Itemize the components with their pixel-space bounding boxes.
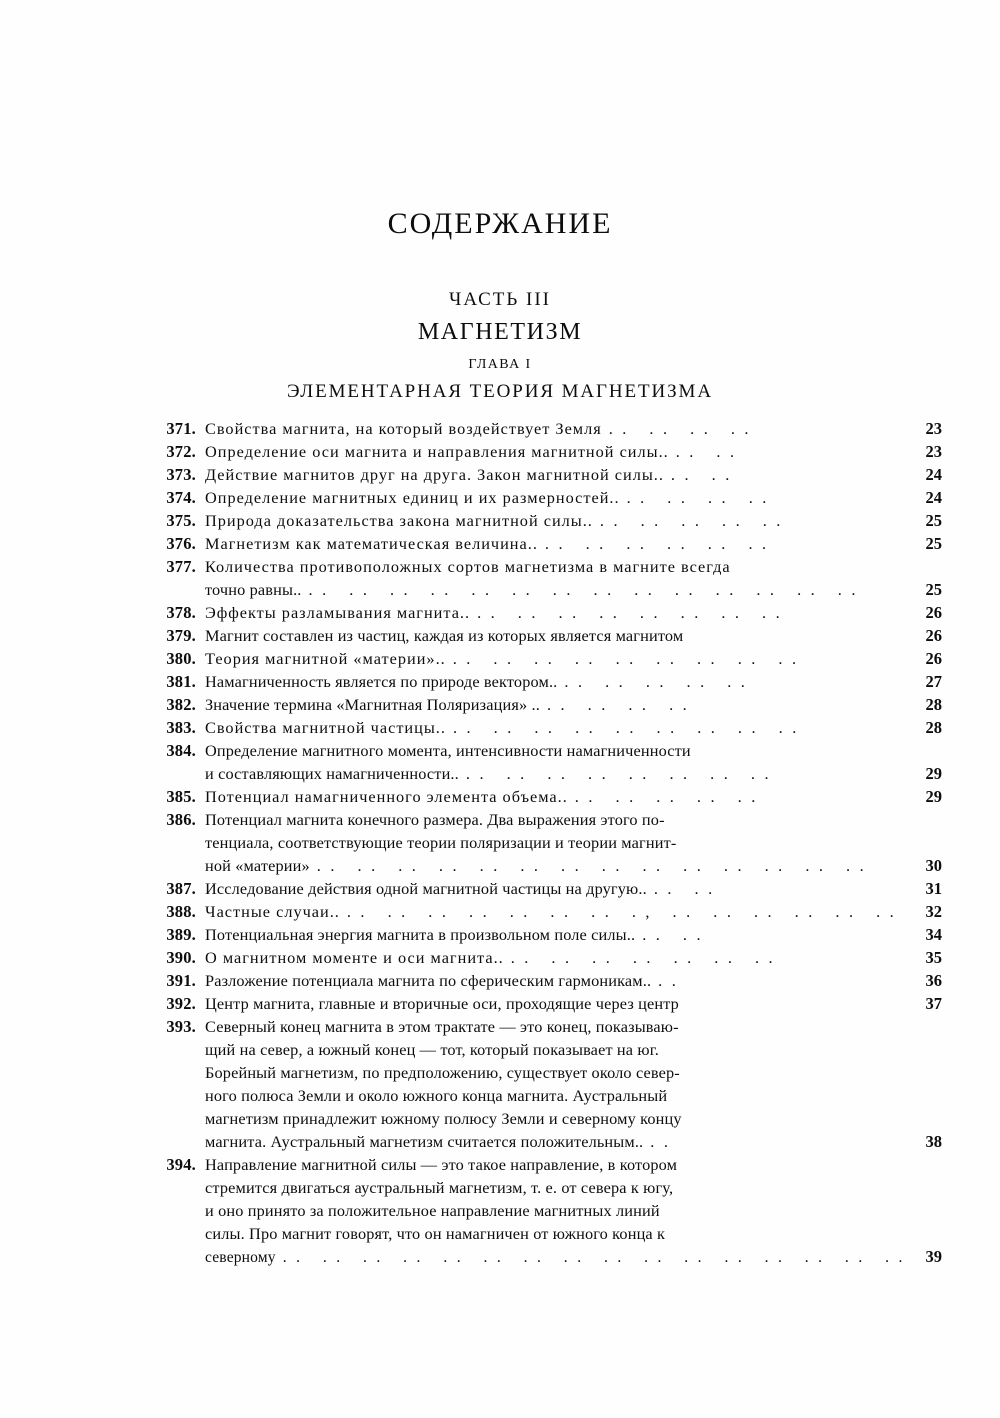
- toc-entry-line: [205, 831, 892, 854]
- toc-entry-number: 379.: [166, 626, 196, 645]
- toc-page-number: 36: [925, 971, 942, 990]
- toc-page-number: 26: [925, 649, 942, 668]
- toc-entry[interactable]: [150, 509, 942, 532]
- toc-entry-text: Эффекты разламывания магнита..: [205, 603, 471, 622]
- dot-leader: .. .. .. .. .. .. .. .. .. .. .. .. .. ..: [316, 856, 874, 875]
- toc-entry-number: 377.: [166, 557, 196, 576]
- toc-entry-line: [205, 1015, 892, 1038]
- toc-entry[interactable]: [150, 532, 942, 555]
- toc-entry[interactable]: [150, 601, 942, 624]
- toc-entry-text: Намагниченность является по природе вектором..: [205, 672, 558, 691]
- toc-entry-body: [205, 463, 942, 486]
- toc-entry-number: 375.: [166, 511, 196, 530]
- toc-entry-body: [205, 992, 942, 1015]
- toc-entry-line: [205, 532, 942, 555]
- toc-entry-text: ной «материи»: [205, 856, 310, 875]
- toc-entry-text: магнетизм принадлежит южному полюсу Земли и северному концу: [205, 1109, 682, 1128]
- toc-entry-line: [205, 601, 942, 624]
- toc-entry-number: 371.: [166, 419, 196, 438]
- toc-entry-text: Теория магнитной «материи»..: [205, 649, 446, 668]
- dot-leader: ..: [650, 1132, 678, 1151]
- dot-leader: .. .. .. .. .. .. .. .. .. .. .. .. .. ..: [308, 580, 865, 599]
- toc-entry-text: О магнитном моменте и оси магнита..: [205, 948, 504, 967]
- toc-page-number: 25: [925, 580, 942, 599]
- toc-entry-line: [205, 900, 942, 923]
- toc-entry-number: 378.: [166, 603, 196, 622]
- toc-page-number: 24: [925, 488, 942, 507]
- toc-entry-body: [205, 1153, 942, 1268]
- toc-page-number: 31: [925, 879, 942, 898]
- dot-leader: .. .. .. .. .. .. .. ..: [465, 764, 779, 783]
- toc-entry-line: [205, 923, 942, 946]
- dot-leader: ..: [658, 971, 686, 990]
- dot-leader: .. .. .. .. .. .. .. .. .. .. .. .. .. .. .. ..: [282, 1249, 912, 1266]
- toc-page-number: 29: [925, 787, 942, 806]
- toc-entry-body: [205, 440, 942, 463]
- toc-page-number: 24: [925, 465, 942, 484]
- toc-entry-number: 388.: [166, 902, 196, 921]
- toc-page-number: 32: [925, 902, 942, 921]
- toc-entry-text: Разложение потенциала магнита по сферическим гармоникам..: [205, 971, 652, 990]
- toc-entry-body: [205, 670, 942, 693]
- table-of-contents: [150, 417, 942, 1268]
- toc-entry[interactable]: [150, 693, 942, 716]
- toc-page-number: 30: [925, 856, 942, 875]
- toc-entry-line: [205, 1107, 892, 1130]
- toc-entry-number: 372.: [166, 442, 196, 461]
- dot-leader: .. .. .. .. .. ..: [544, 534, 776, 553]
- toc-entry-number: 387.: [166, 879, 196, 898]
- toc-entry-number: 391.: [166, 971, 196, 990]
- page-title: СОДЕРЖАНИЕ: [387, 207, 613, 240]
- toc-entry-body: [205, 969, 942, 992]
- toc-entry-body: [205, 900, 942, 923]
- toc-entry-text: Частные случаи..: [205, 902, 340, 921]
- toc-entry-text: тенциала, соответствующие теории поляризации и теории магнит-: [205, 833, 677, 852]
- toc-entry[interactable]: [150, 1015, 942, 1153]
- toc-entry-line: [205, 1061, 892, 1084]
- toc-entry-line: [205, 785, 942, 808]
- toc-entry[interactable]: [150, 647, 942, 670]
- toc-entry[interactable]: [150, 785, 942, 808]
- toc-page-number: 25: [925, 534, 942, 553]
- toc-entry-number: 385.: [166, 787, 196, 806]
- toc-entry-body: [205, 624, 942, 647]
- toc-entry-number: 376.: [166, 534, 196, 553]
- dot-leader: .. .. .. ..: [546, 695, 697, 714]
- toc-entry-line: [205, 808, 892, 831]
- toc-entry-line: [205, 1130, 942, 1153]
- toc-entry-line: [205, 693, 942, 716]
- toc-entry[interactable]: [150, 624, 942, 647]
- toc-entry-body: [205, 1015, 942, 1153]
- toc-entry-body: [205, 555, 942, 601]
- dot-leader: .. .. .. .. .. .. .. ..: [477, 603, 790, 622]
- toc-page-number: 28: [925, 718, 942, 737]
- toc-entry-text: Магнетизм как математическая величина..: [205, 534, 538, 553]
- toc-entry-body: [205, 601, 942, 624]
- toc-entry-text: Потенциальная энергия магнита в произвольном поле силы..: [205, 925, 636, 944]
- dot-leader: .. ..: [653, 879, 722, 898]
- toc-entry[interactable]: [150, 670, 942, 693]
- toc-entry[interactable]: [150, 877, 942, 900]
- toc-entry-number: 373.: [166, 465, 196, 484]
- toc-entry-text: Свойства магнита, на который воздействует Земля: [205, 419, 602, 438]
- part-label: ЧАСТЬ III: [448, 289, 552, 310]
- toc-entry-text: силы. Про магнит говорят, что он намагничен от южного конца к: [205, 1224, 666, 1243]
- toc-entry-text: Определение магнитного момента, интенсивности намагниченности: [205, 741, 691, 760]
- dot-leader: .. ..: [642, 925, 711, 944]
- toc-entry-line: [205, 440, 942, 463]
- toc-entry-body: [205, 946, 942, 969]
- toc-entry-line: [205, 509, 942, 532]
- toc-entry[interactable]: [150, 946, 942, 969]
- toc-entry-number: 394.: [166, 1155, 196, 1174]
- toc-entry-line: [205, 969, 942, 992]
- chapter-title: ЭЛЕМЕНТАРНАЯ ТЕОРИЯ МАГНЕТИЗМА: [287, 381, 713, 402]
- toc-entry-number: 383.: [166, 718, 196, 737]
- toc-page-number: 26: [925, 626, 942, 645]
- toc-entry-text: Количества противоположных сортов магнетизма в магните всегда: [205, 557, 731, 576]
- toc-entry-text: Действие магнитов друг на друга. Закон магнитной силы..: [205, 465, 664, 484]
- toc-entry-text: Свойства магнитной частицы..: [205, 718, 446, 737]
- toc-entry-number: 374.: [166, 488, 196, 507]
- toc-entry-line: [205, 716, 942, 739]
- toc-page-number: 37: [925, 994, 942, 1013]
- toc-entry-line: [205, 1222, 892, 1245]
- toc-page-number: 34: [925, 925, 942, 944]
- toc-entry-line: [205, 1153, 892, 1176]
- toc-page-number: 28: [925, 695, 942, 714]
- toc-entry-number: 393.: [166, 1017, 196, 1036]
- toc-entry-number: 381.: [166, 672, 196, 691]
- toc-entry-line: [205, 854, 942, 877]
- toc-entry-line: [205, 1176, 892, 1199]
- toc-entry-line: [205, 555, 892, 578]
- toc-entry-text: Центр магнита, главные и вторичные оси, проходящие через центр: [205, 994, 679, 1013]
- toc-entry-body: [205, 532, 942, 555]
- dot-leader: .. ..: [670, 465, 739, 484]
- toc-entry-number: 384.: [166, 741, 196, 760]
- dot-leader: .. .. .. .. ..: [599, 511, 790, 530]
- toc-entry-text: щий на север, а южный конец — тот, который показывает на юг.: [205, 1040, 659, 1059]
- dot-leader: .. .. .. .. .. .. ..: [510, 948, 783, 967]
- dot-leader: .. ..: [675, 442, 744, 461]
- toc-entry-number: 392.: [166, 994, 196, 1013]
- toc-entry-number: 382.: [166, 695, 196, 714]
- toc-page-number: 26: [925, 603, 942, 622]
- toc-entry-line: [205, 1245, 942, 1268]
- toc-entry-text: Природа доказательства закона магнитной силы..: [205, 511, 593, 530]
- toc-entry-line: [205, 486, 942, 509]
- toc-entry-body: [205, 785, 942, 808]
- toc-entry-line: [205, 946, 942, 969]
- toc-entry-body: [205, 923, 942, 946]
- toc-entry-line: [205, 1084, 892, 1107]
- toc-page-number: 38: [925, 1132, 942, 1151]
- toc-entry[interactable]: [150, 992, 942, 1015]
- toc-entry-line: [205, 762, 942, 785]
- toc-entry-text: и оно принято за положительное направление магнитных линий: [205, 1201, 660, 1220]
- toc-entry-text: и составляющих намагниченности..: [205, 764, 459, 783]
- toc-entry-text: магнита. Аустральный магнетизм считается положительным..: [205, 1132, 644, 1151]
- toc-entry[interactable]: [150, 969, 942, 992]
- toc-entry-text: северному: [205, 1249, 276, 1266]
- toc-entry[interactable]: [150, 555, 942, 601]
- dot-leader: .. .. .. ..: [626, 488, 776, 507]
- part-title: МАГНЕТИЗМ: [417, 319, 583, 345]
- toc-entry-number: 386.: [166, 810, 196, 829]
- toc-page-number: 23: [925, 442, 942, 461]
- toc-entry[interactable]: [150, 900, 942, 923]
- toc-entry-line: [205, 624, 942, 647]
- toc-page-number: 25: [925, 511, 942, 530]
- toc-page-number: 27: [925, 672, 942, 691]
- toc-entry[interactable]: [150, 739, 942, 785]
- toc-entry-body: [205, 693, 942, 716]
- toc-entry[interactable]: [150, 808, 942, 877]
- toc-page-number: 39: [925, 1247, 942, 1266]
- toc-entry-line: [205, 877, 942, 900]
- toc-entry-line: [205, 1038, 892, 1061]
- toc-entry-text: Северный конец магнита в этом трактате — это конец, показываю-: [205, 1017, 679, 1036]
- toc-entry-text: Исследование действия одной магнитной частицы на другую..: [205, 879, 647, 898]
- toc-entry-text: Определение оси магнита и направления магнитной силы..: [205, 442, 669, 461]
- dot-leader: .. .. .. .. ..: [564, 672, 755, 691]
- dot-leader: .. .. .. .. .. .. .. ., .. .. .. .. .. ..: [346, 902, 904, 921]
- toc-entry-number: 389.: [166, 925, 196, 944]
- chapter-label: ГЛАВА I: [468, 357, 532, 372]
- toc-entry-line: [205, 463, 942, 486]
- toc-entry-text: Потенциал намагниченного элемента объема..: [205, 787, 568, 806]
- toc-entry[interactable]: [150, 1153, 942, 1268]
- toc-entry-body: [205, 716, 942, 739]
- toc-entry-body: [205, 808, 942, 877]
- toc-entry-line: [205, 992, 942, 1015]
- toc-entry-text: точно равны..: [205, 580, 302, 599]
- toc-entry-number: 380.: [166, 649, 196, 668]
- toc-entry[interactable]: [150, 440, 942, 463]
- toc-entry-text: ного полюса Земли и около южного конца магнита. Аустральный: [205, 1086, 668, 1105]
- toc-entry-text: Определение магнитных единиц и их размерностей..: [205, 488, 620, 507]
- toc-entry[interactable]: [150, 923, 942, 946]
- toc-entry-text: Борейный магнетизм, по предположению, существует около север-: [205, 1063, 680, 1082]
- toc-entry-number: 390.: [166, 948, 196, 967]
- dot-leader: .. .. .. .. .. .. .. .. ..: [452, 718, 806, 737]
- toc-entry-text: Магнит составлен из частиц, каждая из которых является магнитом: [205, 626, 684, 645]
- toc-entry-text: стремится двигаться аустральный магнетизм, т. е. от севера к югу,: [205, 1178, 674, 1197]
- toc-entry-body: [205, 486, 942, 509]
- toc-entry-text: Направление магнитной силы — это такое направление, в котором: [205, 1155, 678, 1174]
- toc-entry-line: [205, 417, 942, 440]
- toc-entry-line: [205, 1199, 892, 1222]
- dot-leader: .. .. .. .. .. .. .. .. ..: [452, 649, 806, 668]
- toc-page-number: 35: [925, 948, 942, 967]
- toc-entry-body: [205, 877, 942, 900]
- toc-entry-body: [205, 417, 942, 440]
- dot-leader: .. .. .. ..: [608, 419, 758, 438]
- toc-page-number: 23: [925, 419, 942, 438]
- toc-entry[interactable]: [150, 716, 942, 739]
- toc-entry-text: Значение термина «Магнитная Поляризация» ..: [205, 695, 540, 714]
- toc-page-number: 29: [925, 764, 942, 783]
- toc-entry-body: [205, 509, 942, 532]
- toc-entry-line: [205, 670, 942, 693]
- dot-leader: .. .. .. .. ..: [574, 787, 765, 806]
- toc-entry-line: [205, 739, 892, 762]
- toc-entry-body: [205, 647, 942, 670]
- toc-entry-line: [205, 578, 942, 601]
- toc-entry-text: Потенциал магнита конечного размера. Два выражения этого по-: [205, 810, 665, 829]
- toc-entry-body: [205, 739, 942, 785]
- toc-entry[interactable]: [150, 417, 942, 440]
- toc-entry-line: [205, 647, 942, 670]
- toc-entry[interactable]: [150, 486, 942, 509]
- toc-entry[interactable]: [150, 463, 942, 486]
